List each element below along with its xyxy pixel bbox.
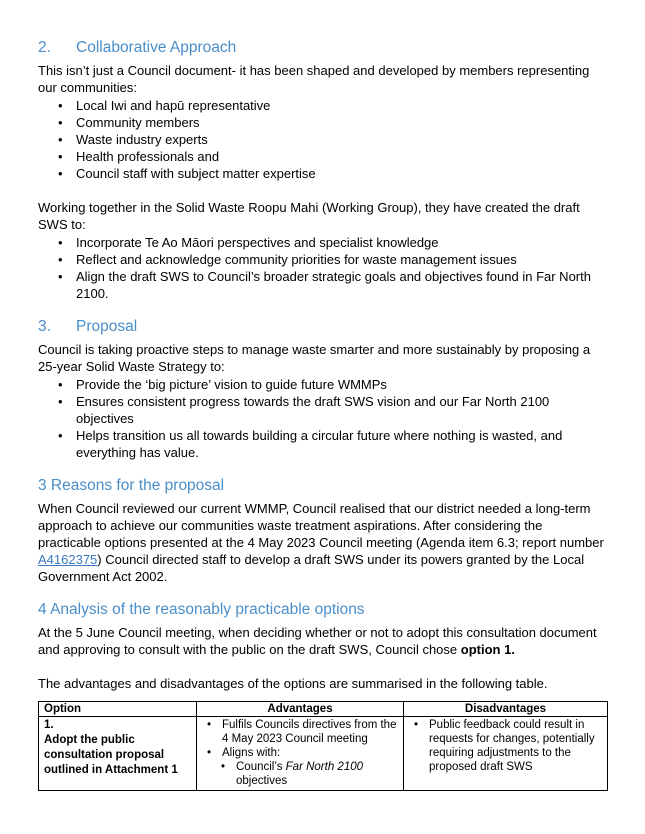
list-item: • Health professionals and [38,148,608,165]
list-item: • Waste industry experts [38,131,608,148]
disadvantages-cell [404,717,608,791]
list-item: • Local Iwi and hapū representative [38,97,608,114]
list-item: • Align the draft SWS to Council’s broader strategic goals and objectives found in Far North 2100. [38,268,608,302]
section-number: 3. [38,318,51,335]
section-title: Collaborative Approach [76,39,237,56]
members-list [38,97,608,182]
reasons-paragraph: When Council reviewed our current WMMP, Council realised that our district needed a long-term approach to achieve our communities waste treatment aspirations. After considering the practicable options presented at the 4 May 2023 Council meeting (Agenda item 6.3; report number A4162375) Council directed staff to develop a draft SWS under its powers granted by the Local Government Act 2002. [38,501,604,584]
list-item: • Fulfils Councils directives from the 4 May 2023 Council meeting [202,718,398,746]
section-heading-proposal [38,317,608,337]
proposal-intro: Council is taking proactive steps to manage waste smarter and more sustainably by proposing a 25-year Solid Waste Strategy to: [38,342,591,374]
proposal-list [38,376,608,461]
list-item: • Council’s Far North 2100 objectives [202,760,398,788]
working-group-intro: Working together in the Solid Waste Roopu Mahi (Working Group), they have created the draft SWS to: [38,200,580,232]
section-heading-collaborative-approach [38,38,608,58]
list-item: • Provide the ‘big picture’ vision to guide future WMMPs [38,376,608,393]
table-row [39,717,608,791]
collaborative-intro: This isn’t just a Council document- it has been shaped and developed by members representing our communities: [38,63,590,95]
working-group-list [38,234,608,302]
header-advantages: Advantages [197,702,404,717]
advantages-cell [197,717,404,791]
option-number: 1. [44,719,54,731]
table-header-row [39,702,608,717]
section-title: Proposal [76,318,138,335]
chosen-option: option 1. [460,642,515,657]
option-text: Adopt the public consultation proposal outlined in Attachment 1 [44,734,178,776]
header-option: Option [39,702,197,717]
report-link[interactable]: A4162375 [38,552,98,567]
list-item: • Council staff with subject matter expertise [38,165,608,182]
list-item: • Reflect and acknowledge community priorities for waste management issues [38,251,608,268]
options-table [38,701,608,791]
list-item: • Aligns with: [202,746,398,760]
section-number: 2. [38,39,51,56]
list-item: • Ensures consistent progress towards the draft SWS vision and our Far North 2100 objectives [38,393,608,427]
section-heading-reasons: 3 Reasons for the proposal [38,477,225,494]
table-summary-text: The advantages and disadvantages of the options are summarised in the following table. [38,676,548,691]
analysis-paragraph: At the 5 June Council meeting, when deciding whether or not to adopt this consultation document and approving to consult with the public on the draft SWS, Council chose option 1. [38,625,597,657]
list-item: • Community members [38,114,608,131]
list-item: • Incorporate Te Ao Māori perspectives and specialist knowledge [38,234,608,251]
section-heading-analysis: 4 Analysis of the reasonably practicable options [38,601,365,618]
list-item: • Public feedback could result in requests for changes, potentially requiring adjustments to the proposed draft SWS [409,718,602,774]
header-disadvantages: Disadvantages [404,702,608,717]
list-item: • Helps transition us all towards building a circular future where nothing is wasted, and everything has value. [38,427,608,461]
document-page [38,38,608,791]
option-cell [39,717,197,791]
